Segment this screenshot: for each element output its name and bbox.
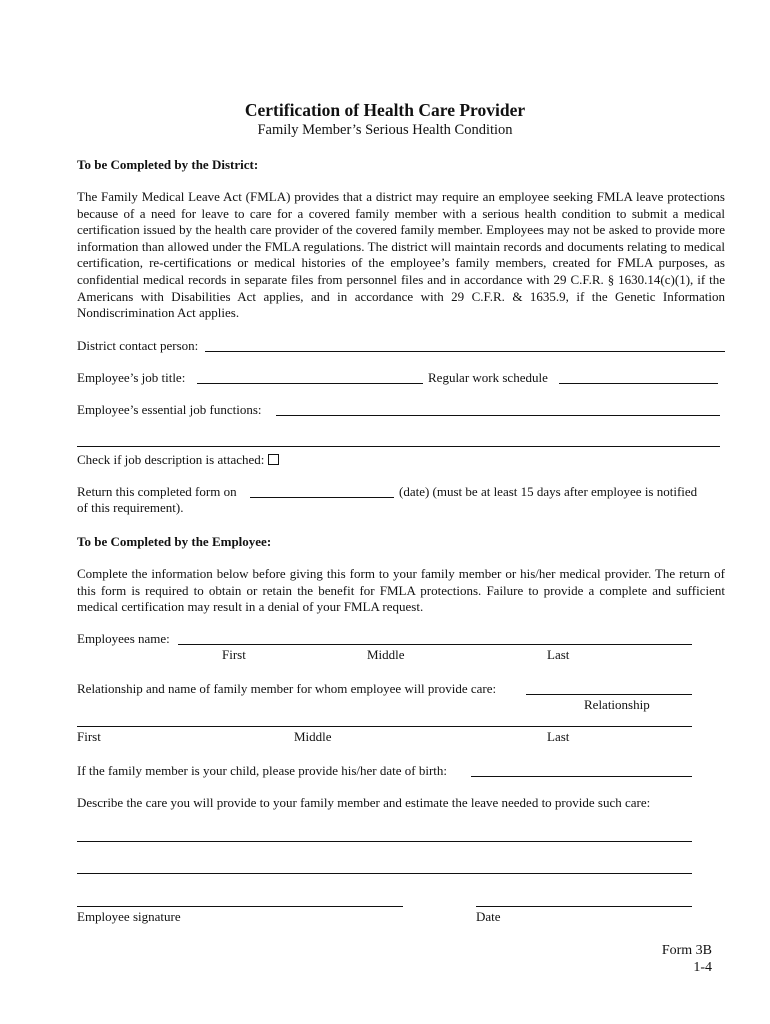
job-title-label: Employee’s job title: [77,370,186,385]
work-schedule-field[interactable] [559,383,718,384]
return-form-label: Return this completed form on [77,484,237,499]
work-schedule-label: Regular work schedule [428,370,548,385]
district-contact-label: District contact person: [77,338,199,353]
job-description-attached-label: Check if job description is attached: [77,452,265,467]
job-description-attached-row [77,452,279,468]
relationship-field[interactable] [526,694,692,695]
family-member-name-field[interactable] [77,726,692,727]
signature-date-label: Date [476,909,501,924]
fmla-notice-paragraph: The Family Medical Leave Act (FMLA) provides that a district may require an employee seeking FMLA leave protections because of a need for leave to care for a covered family member with a serious health condition to submit a medical certification issued by the health care provider of the covered family member. Employees may not be asked to provide more information than allowed under the FMLA regulations. The district will maintain records and documents relating to medical certification, re-certifications or medical histories of the employee’s family members, created for FMLA purposes, as confidential medical records in separate files from personnel files and in accordance with 29 C.F.R. § 1630.14(c)(1), if the Americans with Disabilities Act applies, and in accordance with 29 C.F.R. & 1635.9, if the Genetic Information Nondiscrimination Act applies. [77,189,725,321]
return-date-note-continued: of this requirement). [77,500,184,515]
employee-name-label: Employees name: [77,631,170,646]
page-title: Certification of Health Care Provider [244,100,526,120]
care-description-field-2[interactable] [77,873,692,874]
job-functions-label: Employee’s essential job functions: [77,402,262,417]
job-description-checkbox[interactable] [268,454,279,465]
employee-signature-field[interactable] [77,906,403,907]
form-number: Form 3B [661,943,712,958]
employee-section-heading: To be Completed by the Employee: [77,534,272,549]
district-section-heading: To be Completed by the District: [77,157,259,172]
page-subtitle: Family Member’s Serious Health Condition [257,122,513,138]
relationship-question: Relationship and name of family member for whom employee will provide care: [77,681,497,696]
employee-middle-label: Middle [367,647,405,662]
employee-first-label: First [222,647,246,662]
employee-signature-label: Employee signature [77,909,181,924]
page-number: 1-4 [693,960,712,975]
date-of-birth-field[interactable] [471,776,692,777]
family-middle-label: Middle [294,729,332,744]
employee-name-field[interactable] [178,644,692,645]
care-description-field-1[interactable] [77,841,692,842]
employee-instructions-paragraph: Complete the information below before giving this form to your family member or his/her medical provider. The return of this form is required to obtain or retain the benefit for FMLA protections. Failure to provide a complete and sufficient medical certification may result in a denial of your FMLA request. [77,566,725,615]
return-date-field[interactable] [250,497,394,498]
care-description-label: Describe the care you will provide to your family member and estimate the leave needed to provide such care: [77,795,651,810]
job-functions-field-2[interactable] [77,446,720,447]
family-first-label: First [77,729,101,744]
signature-date-field[interactable] [476,906,692,907]
district-contact-field[interactable] [205,351,725,352]
job-functions-field[interactable] [276,415,720,416]
family-last-label: Last [547,729,570,744]
employee-last-label: Last [547,647,570,662]
date-of-birth-label: If the family member is your child, please provide his/her date of birth: [77,763,448,778]
return-date-note: (date) (must be at least 15 days after employee is notified [399,484,698,499]
job-title-field[interactable] [197,383,423,384]
relationship-label: Relationship [584,697,650,712]
